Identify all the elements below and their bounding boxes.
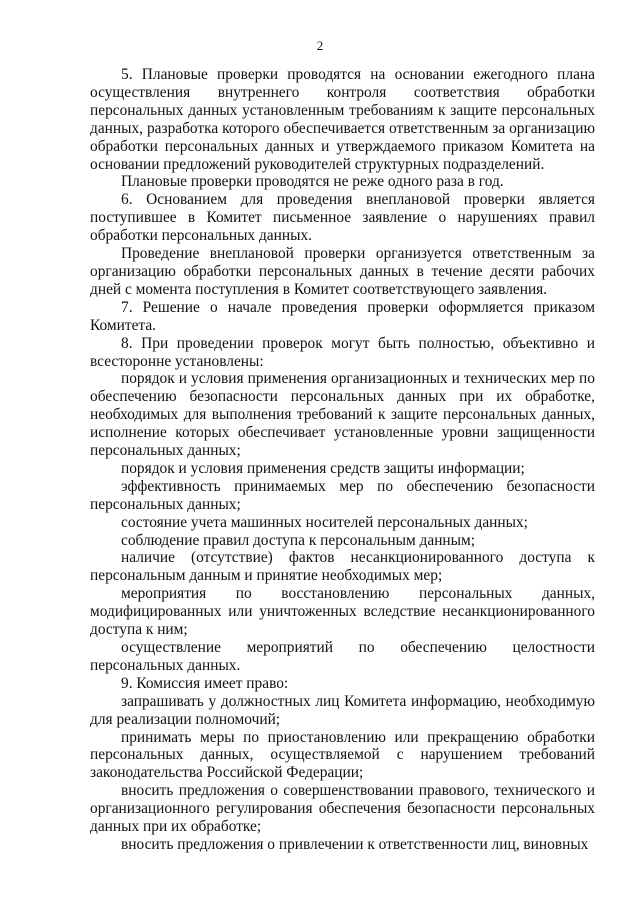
paragraph-9-commission-rights: 9. Комиссия имеет право:: [121, 674, 289, 692]
list-item-media-accounting: состояние учета машинных носителей персональных данных;: [121, 513, 528, 531]
list-item-access-rules: соблюдение правил доступа к персональным данным;: [121, 531, 476, 549]
list-item-efficiency: эффективность принимаемых мер по обеспечению безопасности персональных данных;: [90, 477, 595, 513]
list-item-suspend-processing: принимать меры по приостановлению или прекращению обработки персональных данных, осуществляемой с нарушением требований законодательства Российской Федерации;: [90, 728, 595, 782]
paragraph-8-inspection-scope: 8. При проведении проверок могут быть полностью, объективно и всесторонне установлены:: [90, 334, 595, 370]
paragraph-6-unscheduled-basis: 6. Основанием для проведения внеплановой проверки является поступившее в Комитет письменное заявление о нарушениях правил обработки персональных данных.: [90, 191, 595, 245]
list-item-data-recovery: мероприятия по восстановлению персональных данных, модифицированных или уничтоженных вследствие несанкционированного доступа к ним;: [90, 585, 595, 639]
paragraph-inspection-frequency: Плановые проверки проводятся не реже одного раза в год.: [121, 173, 504, 191]
list-item-liability-proposals: вносить предложения о привлечении к ответственности лиц, виновных: [121, 835, 589, 853]
document-body: [90, 66, 595, 854]
list-item-measures: порядок и условия применения организационных и технических мер по обеспечению безопасности персональных данных при их обработке, необходимых для выполнения требований к защите персональных данных, исполнение которых обеспечивает установленные уровни защищенности персональных данных;: [90, 370, 595, 460]
list-item-protection-tools: порядок и условия применения средств защиты информации;: [121, 459, 525, 477]
paragraph-unscheduled-organization: Проведение внеплановой проверки организуется ответственным за организацию обработки персональных данных в течение десяти рабочих дней с момента поступления в Комитет соответствующего заявления.: [90, 245, 595, 298]
list-item-request-information: запрашивать у должностных лиц Комитета информацию, необходимую для реализации полномочий;: [90, 692, 595, 728]
page-number: 2: [316, 38, 324, 53]
paragraph-5-planned-inspections: 5. Плановые проверки проводятся на основании ежегодного плана осуществления внутреннего контроля соответствия обработки персональных данных установленным требованиям к защите персональных данных, разработка которого обеспечивается ответственным за организацию обработки персональных данных и утверждаемого приказом Комитета на основании предложений руководителей структурных подразделений.: [90, 66, 595, 173]
list-item-unauthorized-access: наличие (отсутствие) фактов несанкционированного доступа к персональным данным и принятие необходимых мер;: [90, 549, 595, 585]
list-item-improvement-proposals: вносить предложения о совершенствовании правового, технического и организационного регулирования обеспечения безопасности персональных данных при их обработке;: [90, 782, 595, 836]
list-item-data-integrity: осуществление мероприятий по обеспечению целостности персональных данных.: [90, 639, 595, 674]
paragraph-7-decision: 7. Решение о начале проведения проверки оформляется приказом Комитета.: [90, 298, 595, 334]
